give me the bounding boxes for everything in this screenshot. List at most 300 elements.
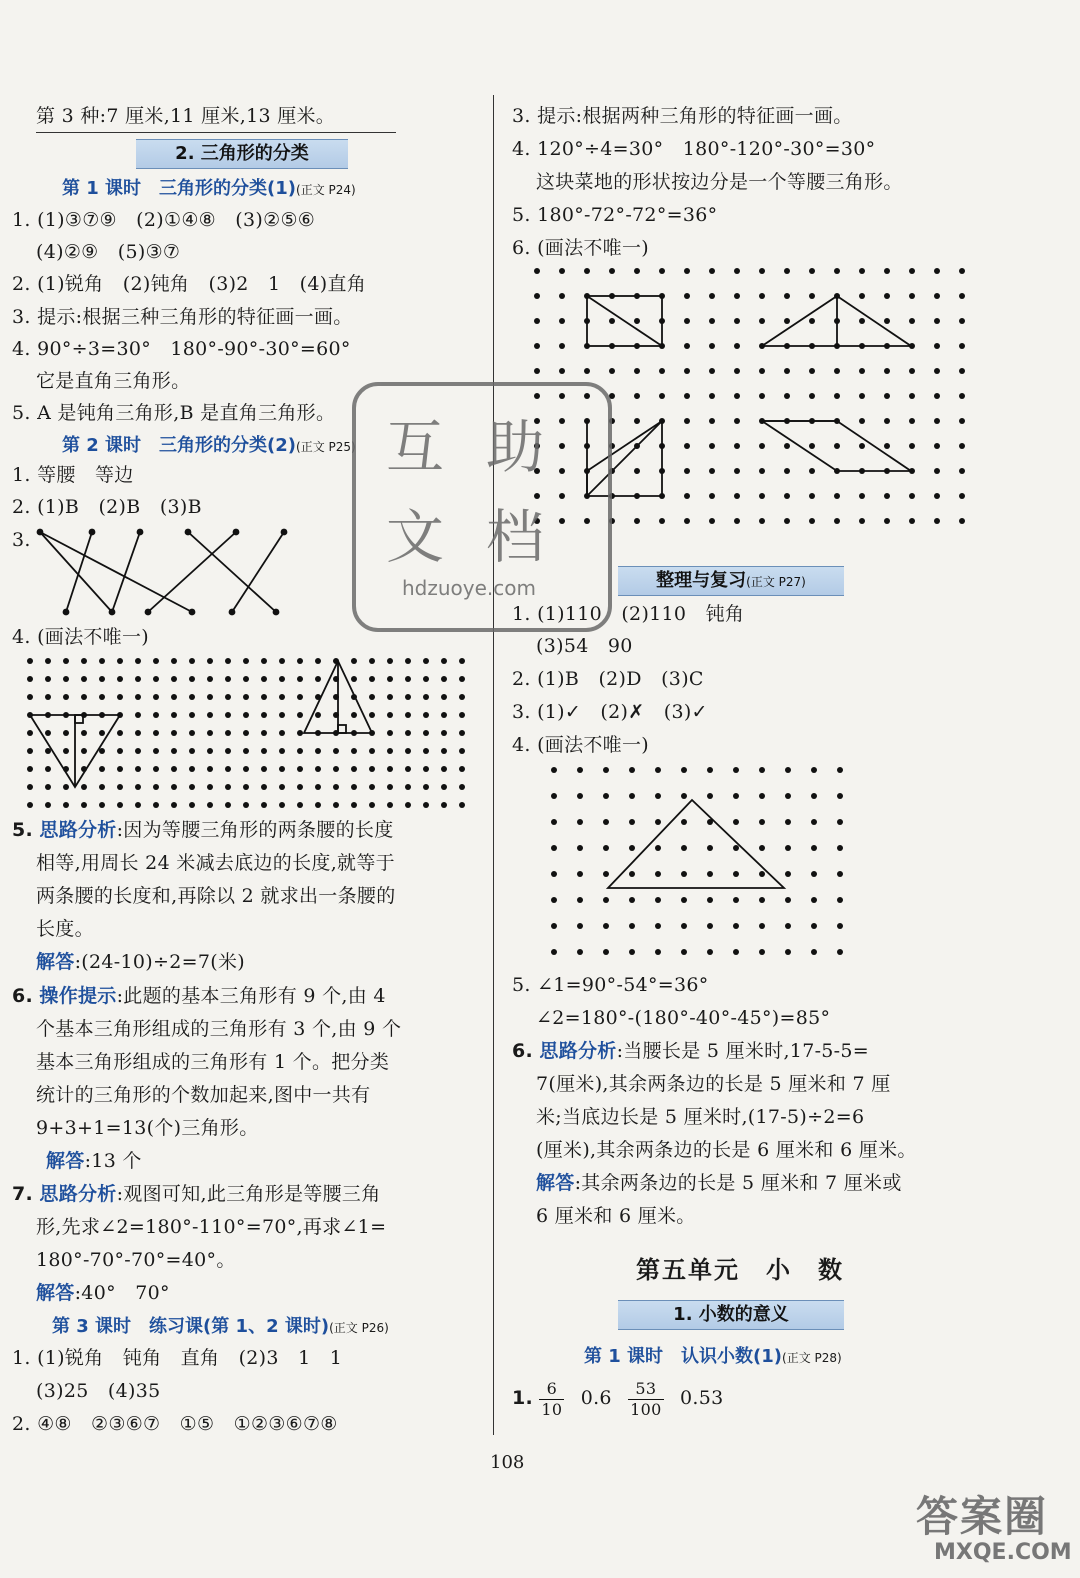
rv-q3: 3. (1)✓ (2)✗ (3)✓ (512, 701, 708, 723)
grid-dot (45, 766, 51, 772)
grid-dot (117, 730, 123, 736)
grid-dot (63, 730, 69, 736)
grid-dot (634, 368, 640, 374)
corner-logo: 答案圈 MXQE.COM (916, 1492, 1072, 1565)
grid-dot (837, 871, 843, 877)
grid-dot (405, 694, 411, 700)
grid-dot (837, 897, 843, 903)
q5: 5. A 是钝角三角形,B 是直角三角形。 (12, 402, 336, 424)
grid-dot (153, 730, 159, 736)
grid-dot (243, 748, 249, 754)
grid-dot (809, 368, 815, 374)
grid-dot (629, 793, 635, 799)
grid-dot (243, 766, 249, 772)
grid-dot (261, 748, 267, 754)
grid-dot (603, 871, 609, 877)
grid-dot (153, 694, 159, 700)
grid-dot (684, 518, 690, 524)
grid-dot (909, 493, 915, 499)
grid-dot (135, 676, 141, 682)
grid-dot (733, 819, 739, 825)
grid-dot (684, 418, 690, 424)
grid-dot (551, 793, 557, 799)
grid-dot (45, 784, 51, 790)
grid-dot (297, 802, 303, 808)
grid-dot (261, 784, 267, 790)
grid-dot (27, 748, 33, 754)
lesson-r-title: 第 1 课时 认识小数(1)(正文 P28) (584, 1346, 842, 1367)
grid-dot (609, 368, 615, 374)
lesson2-title: 第 2 课时 三角形的分类(2)(正文 P25) (62, 435, 356, 456)
grid-dot (297, 676, 303, 682)
l2-q6-c: 基本三角形组成的三角形有 1 个。把分类 (36, 1051, 390, 1073)
grid-dot (629, 767, 635, 773)
grid-dot (811, 767, 817, 773)
grid-dot (559, 318, 565, 324)
grid-dot (99, 748, 105, 754)
grid-dot (551, 767, 557, 773)
grid-dot (811, 793, 817, 799)
grid-dot (423, 748, 429, 754)
grid-dot (135, 748, 141, 754)
grid-dot (784, 318, 790, 324)
matching-lines-figure (18, 520, 318, 620)
grid-dot (405, 730, 411, 736)
q4-a: 4. 90°÷3=30° 180°-90°-30°=60° (12, 338, 351, 360)
grid-dot (99, 676, 105, 682)
grid-dot (153, 766, 159, 772)
rv-q6-ans-b: 6 厘米和 6 厘米。 (536, 1205, 696, 1227)
l2-q5-ans: 解答:(24-10)÷2=7(米) (36, 951, 245, 973)
grid-dot (369, 658, 375, 664)
grid-dot (655, 897, 661, 903)
grid-dot (681, 793, 687, 799)
grid-dot (369, 766, 375, 772)
grid-dot (785, 767, 791, 773)
grid-dot (279, 748, 285, 754)
grid-dot (27, 658, 33, 664)
q4-b: 它是直角三角形。 (36, 370, 191, 392)
grid-dot (684, 268, 690, 274)
grid-dot (387, 676, 393, 682)
grid-dot (171, 730, 177, 736)
grid-dot (709, 493, 715, 499)
watermark-stamp: 互 助 文 档 hdzuoye.com (352, 382, 612, 632)
grid-dot (207, 784, 213, 790)
grid-dot (423, 784, 429, 790)
grid-dot (81, 658, 87, 664)
grid-dot (351, 784, 357, 790)
grid-dot (734, 268, 740, 274)
grid-dot (207, 730, 213, 736)
grid-dot (333, 748, 339, 754)
grid-dot (629, 949, 635, 955)
grid-dot (759, 493, 765, 499)
grid-dot (684, 393, 690, 399)
grid-dot (784, 443, 790, 449)
grid-dot (785, 845, 791, 851)
grid-dot (909, 518, 915, 524)
grid-dot (351, 712, 357, 718)
grid-dot (333, 802, 339, 808)
fraction-53-100: $\frac{53}{100}$ (630, 1378, 662, 1419)
grid-dot (709, 443, 715, 449)
grid-dot (837, 923, 843, 929)
lesson3-title: 第 3 课时 练习课(第 1、2 课时)(正文 P26) (52, 1316, 389, 1337)
grid-dot (405, 712, 411, 718)
grid-dot (351, 658, 357, 664)
grid-dot (63, 784, 69, 790)
dot-grid-figure-left (18, 652, 468, 810)
grid-dot (441, 730, 447, 736)
grid-dot (369, 802, 375, 808)
grid-dot (45, 658, 51, 664)
grid-dot (909, 368, 915, 374)
grid-dot (709, 418, 715, 424)
r-q4-a: 4. 120°÷4=30° 180°-120°-30°=30° (512, 138, 876, 160)
grid-dot (629, 897, 635, 903)
grid-dot (659, 368, 665, 374)
grid-dot (534, 368, 540, 374)
grid-dot (934, 418, 940, 424)
grid-dot (441, 766, 447, 772)
grid-dot (603, 845, 609, 851)
l2-q6-ans: 解答:13 个 (46, 1150, 142, 1172)
grid-dot (333, 784, 339, 790)
grid-dot (153, 748, 159, 754)
grid-dot (279, 676, 285, 682)
grid-dot (369, 694, 375, 700)
grid-dot (684, 468, 690, 474)
grid-dot (171, 676, 177, 682)
grid-dot (884, 268, 890, 274)
grid-dot (707, 897, 713, 903)
grid-dot (707, 871, 713, 877)
grid-dot (45, 676, 51, 682)
rv-q5-a: 5. ∠1=90°-54°=36° (512, 974, 709, 996)
grid-dot (279, 712, 285, 718)
grid-dot (959, 393, 965, 399)
grid-dot (709, 518, 715, 524)
grid-dot (603, 793, 609, 799)
grid-dot (733, 949, 739, 955)
grid-dot (759, 949, 765, 955)
grid-dot (297, 694, 303, 700)
grid-dot (459, 748, 465, 754)
grid-dot (315, 766, 321, 772)
grid-dot (387, 694, 393, 700)
grid-dot (423, 676, 429, 682)
grid-dot (909, 418, 915, 424)
grid-dot (225, 730, 231, 736)
grid-dot (734, 368, 740, 374)
grid-dot (681, 819, 687, 825)
grid-dot (684, 318, 690, 324)
grid-dot (387, 712, 393, 718)
grid-dot (315, 658, 321, 664)
unit-title: 第五单元 小 数 (636, 1256, 844, 1284)
grid-dot (834, 443, 840, 449)
grid-dot (655, 923, 661, 929)
grid-dot (171, 766, 177, 772)
grid-dot (811, 819, 817, 825)
grid-dot (135, 766, 141, 772)
l2-q3: 3. (12, 529, 31, 551)
grid-dot (707, 923, 713, 929)
grid-dot (459, 730, 465, 736)
grid-dot (279, 784, 285, 790)
grid-dot (405, 658, 411, 664)
grid-dot (261, 658, 267, 664)
grid-dot (99, 730, 105, 736)
grid-dot (333, 766, 339, 772)
grid-dot (189, 712, 195, 718)
grid-dot (534, 268, 540, 274)
grid-dot (684, 493, 690, 499)
grid-dot (809, 518, 815, 524)
grid-dot (634, 318, 640, 324)
grid-dot (709, 393, 715, 399)
l2-q1: 1. 等腰 等边 (12, 464, 134, 486)
grid-dot (934, 468, 940, 474)
grid-dot (959, 468, 965, 474)
grid-dot (859, 318, 865, 324)
grid-dot (459, 802, 465, 808)
grid-dot (681, 871, 687, 877)
grid-dot (135, 730, 141, 736)
grid-dot (759, 793, 765, 799)
grid-dot (534, 293, 540, 299)
grid-dot (27, 784, 33, 790)
grid-dot (261, 766, 267, 772)
grid-dot (809, 318, 815, 324)
grid-dot (577, 793, 583, 799)
grid-dot (261, 730, 267, 736)
grid-dot (859, 293, 865, 299)
grid-dot (634, 468, 640, 474)
grid-dot (859, 268, 865, 274)
l3-q1-b: (3)25 (4)35 (36, 1380, 161, 1402)
grid-dot (441, 748, 447, 754)
grid-dot (859, 368, 865, 374)
grid-dot (117, 694, 123, 700)
grid-dot (405, 784, 411, 790)
grid-dot (171, 712, 177, 718)
grid-dot (603, 897, 609, 903)
grid-dot (261, 712, 267, 718)
grid-dot (351, 802, 357, 808)
grid-dot (351, 766, 357, 772)
grid-dot (45, 748, 51, 754)
grid-dot (629, 871, 635, 877)
grid-dot (189, 784, 195, 790)
grid-dot (707, 793, 713, 799)
grid-dot (859, 443, 865, 449)
grid-dot (441, 712, 447, 718)
grid-dot (207, 676, 213, 682)
grid-dot (784, 268, 790, 274)
grid-dot (909, 393, 915, 399)
rv-q5-b: ∠2=180°-(180°-40°-45°)=85° (536, 1007, 831, 1029)
grid-dot (153, 712, 159, 718)
l2-q5-a: 5. 思路分析:因为等腰三角形的两条腰的长度 (12, 819, 394, 841)
grid-dot (171, 694, 177, 700)
grid-dot (577, 845, 583, 851)
grid-dot (423, 802, 429, 808)
l2-q7-ans: 解答:40° 70° (36, 1282, 170, 1304)
grid-dot (909, 293, 915, 299)
r-q4-b: 这块菜地的形状按边分是一个等腰三角形。 (536, 171, 903, 193)
grid-dot (117, 784, 123, 790)
grid-dot (387, 784, 393, 790)
grid-dot (859, 418, 865, 424)
grid-dot (759, 268, 765, 274)
grid-dot (559, 368, 565, 374)
grid-dot (405, 748, 411, 754)
grid-dot (655, 949, 661, 955)
grid-dot (63, 802, 69, 808)
grid-dot (207, 748, 213, 754)
grid-dot (884, 418, 890, 424)
grid-dot (423, 658, 429, 664)
grid-dot (609, 318, 615, 324)
grid-dot (733, 767, 739, 773)
grid-dot (225, 676, 231, 682)
grid-dot (459, 784, 465, 790)
grid-dot (785, 923, 791, 929)
grid-dot (369, 712, 375, 718)
grid-dot (577, 949, 583, 955)
grid-dot (734, 443, 740, 449)
l2-q7-c: 180°-70°-70°=40°。 (36, 1249, 236, 1271)
review-title: 整理与复习(正文 P27) (618, 566, 844, 596)
grid-dot (759, 393, 765, 399)
grid-dot (45, 694, 51, 700)
grid-dot (81, 676, 87, 682)
grid-dot (559, 343, 565, 349)
grid-dot (405, 766, 411, 772)
grid-dot (859, 493, 865, 499)
grid-dot (759, 368, 765, 374)
l2-q6-a: 6. 操作提示:此题的基本三角形有 9 个,由 4 (12, 985, 386, 1007)
grid-dot (99, 784, 105, 790)
grid-dot (959, 343, 965, 349)
grid-dot (63, 658, 69, 664)
grid-dot (81, 730, 87, 736)
grid-dot (297, 712, 303, 718)
grid-dot (171, 748, 177, 754)
grid-dot (684, 343, 690, 349)
grid-dot (629, 845, 635, 851)
fraction-6-10: $\frac{6}{10}$ (541, 1378, 563, 1419)
grid-dot (834, 268, 840, 274)
grid-dot (681, 949, 687, 955)
grid-dot (387, 766, 393, 772)
grid-dot (785, 793, 791, 799)
grid-dot (959, 418, 965, 424)
grid-dot (27, 676, 33, 682)
grid-dot (27, 730, 33, 736)
grid-dot (659, 393, 665, 399)
grid-dot (785, 819, 791, 825)
grid-dot (684, 443, 690, 449)
grid-dot (459, 694, 465, 700)
grid-dot (81, 784, 87, 790)
grid-dot (441, 658, 447, 664)
grid-dot (459, 712, 465, 718)
grid-dot (959, 368, 965, 374)
grid-dot (609, 268, 615, 274)
grid-dot (785, 871, 791, 877)
grid-dot (551, 819, 557, 825)
rv-q6-a: 6. 思路分析:当腰长是 5 厘米时,17-5-5= (512, 1040, 870, 1062)
grid-dot (559, 268, 565, 274)
grid-dot (811, 871, 817, 877)
grid-dot (135, 784, 141, 790)
grid-dot (809, 393, 815, 399)
grid-dot (423, 730, 429, 736)
grid-dot (634, 518, 640, 524)
grid-dot (655, 819, 661, 825)
grid-dot (733, 845, 739, 851)
grid-dot (423, 712, 429, 718)
u-q1: 1. $\frac{6}{10}$ 0.6 $\frac{53}{100}$ 0.53 (512, 1378, 724, 1419)
grid-dot (207, 658, 213, 664)
grid-dot (369, 676, 375, 682)
grid-dot (207, 766, 213, 772)
grid-dot (811, 923, 817, 929)
grid-dot (811, 897, 817, 903)
grid-dot (441, 784, 447, 790)
grid-dot (811, 949, 817, 955)
grid-dot (297, 766, 303, 772)
grid-dot (279, 730, 285, 736)
grid-dot (189, 694, 195, 700)
grid-dot (279, 802, 285, 808)
l2-q6-d: 统计的三角形的个数加起来,图中一共有 (36, 1084, 371, 1106)
grid-dot (959, 318, 965, 324)
grid-dot (784, 293, 790, 299)
grid-dot (684, 368, 690, 374)
grid-dot (577, 923, 583, 929)
grid-dot (27, 766, 33, 772)
grid-dot (441, 694, 447, 700)
grid-dot (584, 368, 590, 374)
grid-dot (441, 802, 447, 808)
grid-dot (243, 694, 249, 700)
grid-dot (934, 443, 940, 449)
grid-dot (534, 318, 540, 324)
page-number: 108 (490, 1452, 525, 1473)
grid-dot (884, 293, 890, 299)
rv-q2: 2. (1)B (2)D (3)C (512, 668, 704, 690)
grid-dot (734, 493, 740, 499)
grid-dot (709, 368, 715, 374)
grid-dot (834, 368, 840, 374)
grid-dot (707, 949, 713, 955)
grid-dot (577, 767, 583, 773)
grid-dot (315, 748, 321, 754)
grid-dot (834, 393, 840, 399)
grid-dot (559, 293, 565, 299)
grid-dot (733, 897, 739, 903)
grid-dot (809, 268, 815, 274)
grid-dot (934, 318, 940, 324)
grid-dot (734, 393, 740, 399)
grid-dot (171, 802, 177, 808)
grid-dot (959, 293, 965, 299)
grid-dot (315, 802, 321, 808)
